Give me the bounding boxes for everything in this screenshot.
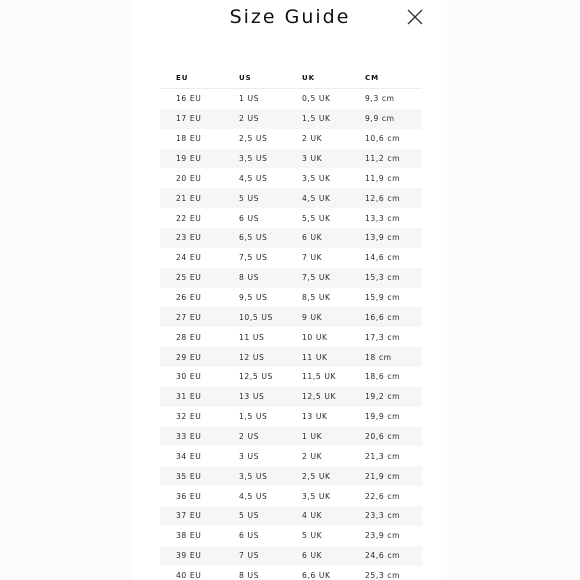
cell-uk: 11 UK — [302, 352, 328, 362]
table-row — [160, 367, 422, 387]
cell-eu: 33 EU — [176, 432, 202, 442]
table-row — [160, 347, 422, 367]
cell-cm: 13,9 cm — [365, 233, 401, 243]
cell-cm: 22,6 cm — [365, 491, 401, 501]
cell-us: 3 US — [239, 451, 260, 461]
cell-cm: 19,9 cm — [365, 412, 401, 422]
cell-cm: 15,9 cm — [365, 293, 401, 303]
cell-eu: 17 EU — [176, 114, 202, 124]
cell-cm: 18,6 cm — [365, 372, 401, 382]
cell-eu: 30 EU — [176, 372, 202, 382]
cell-eu: 22 EU — [176, 213, 202, 223]
table-row — [160, 446, 422, 466]
table-row — [160, 327, 422, 347]
cell-uk: 2,5 UK — [302, 471, 331, 481]
cell-cm: 23,3 cm — [365, 511, 401, 521]
cell-uk: 2 UK — [302, 451, 323, 461]
cell-cm: 19,2 cm — [365, 392, 401, 402]
cell-eu: 25 EU — [176, 273, 202, 283]
table-row — [160, 109, 422, 129]
table-row — [160, 188, 422, 208]
table-row — [160, 268, 422, 288]
cell-eu: 16 EU — [176, 94, 202, 104]
cell-cm: 15,3 cm — [365, 273, 401, 283]
cell-eu: 20 EU — [176, 173, 202, 183]
cell-eu: 34 EU — [176, 451, 202, 461]
cell-us: 6 US — [239, 213, 260, 223]
cell-us: 8 US — [239, 273, 260, 283]
table-row — [160, 228, 422, 248]
cell-us: 3,5 US — [239, 471, 268, 481]
cell-us: 7,5 US — [239, 253, 268, 263]
table-row — [160, 149, 422, 169]
cell-uk: 4,5 UK — [302, 193, 331, 203]
cell-eu: 27 EU — [176, 312, 202, 322]
cell-uk: 10 UK — [302, 332, 328, 342]
table-header-row — [160, 68, 422, 88]
table-row — [160, 208, 422, 228]
table-row — [160, 248, 422, 268]
cell-cm: 14,6 cm — [365, 253, 401, 263]
cell-eu: 36 EU — [176, 491, 202, 501]
modal-title: Size Guide — [229, 6, 351, 28]
cell-cm: 12,6 cm — [365, 193, 401, 203]
cell-us: 6,5 US — [239, 233, 268, 243]
column-header-cm: CM — [365, 74, 380, 82]
table-body — [160, 89, 422, 580]
cell-uk: 7 UK — [302, 253, 323, 263]
close-button[interactable] — [405, 7, 425, 27]
cell-cm: 9,3 cm — [365, 94, 395, 104]
table-row — [160, 486, 422, 506]
cell-uk: 5,5 UK — [302, 213, 331, 223]
cell-uk: 9 UK — [302, 312, 323, 322]
cell-eu: 19 EU — [176, 154, 202, 163]
cell-uk: 4 UK — [302, 511, 323, 521]
cell-cm: 11,9 cm — [365, 173, 401, 183]
cell-eu: 18 EU — [176, 134, 202, 144]
table-row — [160, 307, 422, 327]
backdrop-left — [0, 0, 133, 580]
column-header-eu: EU — [176, 74, 189, 82]
cell-us: 12 US — [239, 352, 265, 362]
backdrop-right — [447, 0, 580, 580]
cell-eu: 29 EU — [176, 352, 202, 362]
table-row — [160, 387, 422, 407]
cell-cm: 10,6 cm — [365, 134, 401, 144]
cell-eu: 23 EU — [176, 233, 202, 243]
cell-uk: 13 UK — [302, 412, 328, 422]
cell-cm: 25,3 cm — [365, 571, 401, 580]
cell-us: 5 US — [239, 193, 260, 203]
table-row — [160, 526, 422, 546]
cell-uk: 3,5 UK — [302, 173, 331, 183]
cell-us: 5 US — [239, 511, 260, 521]
cell-eu: 35 EU — [176, 471, 202, 481]
cell-uk: 1 UK — [302, 432, 323, 442]
cell-uk: 3 UK — [302, 154, 323, 163]
cell-us: 1 US — [239, 94, 260, 104]
cell-eu: 21 EU — [176, 193, 202, 203]
table-row — [160, 546, 422, 566]
cell-eu: 26 EU — [176, 293, 202, 303]
cell-eu: 39 EU — [176, 551, 202, 561]
column-header-uk: UK — [302, 74, 316, 82]
cell-cm: 21,9 cm — [365, 471, 401, 481]
table-row — [160, 566, 422, 580]
cell-uk: 1,5 UK — [302, 114, 331, 124]
cell-cm: 21,3 cm — [365, 451, 401, 461]
cell-uk: 2 UK — [302, 134, 323, 144]
cell-eu: 38 EU — [176, 531, 202, 541]
cell-us: 1,5 US — [239, 412, 268, 422]
cell-cm: 24,6 cm — [365, 551, 401, 561]
cell-us: 3,5 US — [239, 154, 268, 163]
table-row — [160, 466, 422, 486]
close-icon — [405, 7, 425, 27]
cell-us: 4,5 US — [239, 491, 268, 501]
cell-us: 12,5 US — [239, 372, 273, 382]
cell-cm: 20,6 cm — [365, 432, 401, 442]
table-row — [160, 89, 422, 109]
cell-uk: 5 UK — [302, 531, 323, 541]
cell-uk: 6 UK — [302, 551, 323, 561]
cell-uk: 11,5 UK — [302, 372, 337, 382]
cell-us: 2 US — [239, 432, 260, 442]
cell-us: 7 US — [239, 551, 260, 561]
cell-us: 4,5 US — [239, 173, 268, 183]
cell-uk: 8,5 UK — [302, 293, 331, 303]
cell-cm: 11,2 cm — [365, 154, 401, 163]
cell-cm: 23,9 cm — [365, 531, 401, 541]
cell-eu: 40 EU — [176, 571, 202, 580]
cell-uk: 0,5 UK — [302, 94, 331, 104]
table-row — [160, 407, 422, 427]
cell-uk: 3,5 UK — [302, 491, 331, 501]
cell-cm: 9,9 cm — [365, 114, 395, 124]
cell-us: 2 US — [239, 114, 260, 124]
table-row — [160, 506, 422, 526]
table-row — [160, 168, 422, 188]
column-header-us: US — [239, 74, 252, 82]
cell-uk: 6,6 UK — [302, 571, 331, 580]
cell-eu: 32 EU — [176, 412, 202, 422]
cell-us: 2,5 US — [239, 134, 268, 144]
cell-cm: 13,3 cm — [365, 213, 401, 223]
cell-cm: 16,6 cm — [365, 312, 401, 322]
cell-us: 9,5 US — [239, 293, 268, 303]
cell-uk: 12,5 UK — [302, 392, 337, 402]
cell-cm: 17,3 cm — [365, 332, 401, 342]
cell-us: 11 US — [239, 332, 265, 342]
table-row — [160, 129, 422, 149]
cell-us: 6 US — [239, 531, 260, 541]
cell-eu: 28 EU — [176, 332, 202, 342]
cell-us: 13 US — [239, 392, 265, 402]
table-row — [160, 427, 422, 447]
size-table — [160, 68, 422, 580]
cell-eu: 31 EU — [176, 392, 202, 402]
cell-uk: 6 UK — [302, 233, 323, 243]
cell-eu: 24 EU — [176, 253, 202, 263]
cell-us: 10,5 US — [239, 312, 273, 322]
cell-uk: 7,5 UK — [302, 273, 331, 283]
table-row — [160, 288, 422, 308]
cell-eu: 37 EU — [176, 511, 202, 521]
cell-us: 8 US — [239, 571, 260, 580]
cell-cm: 18 cm — [365, 352, 392, 362]
